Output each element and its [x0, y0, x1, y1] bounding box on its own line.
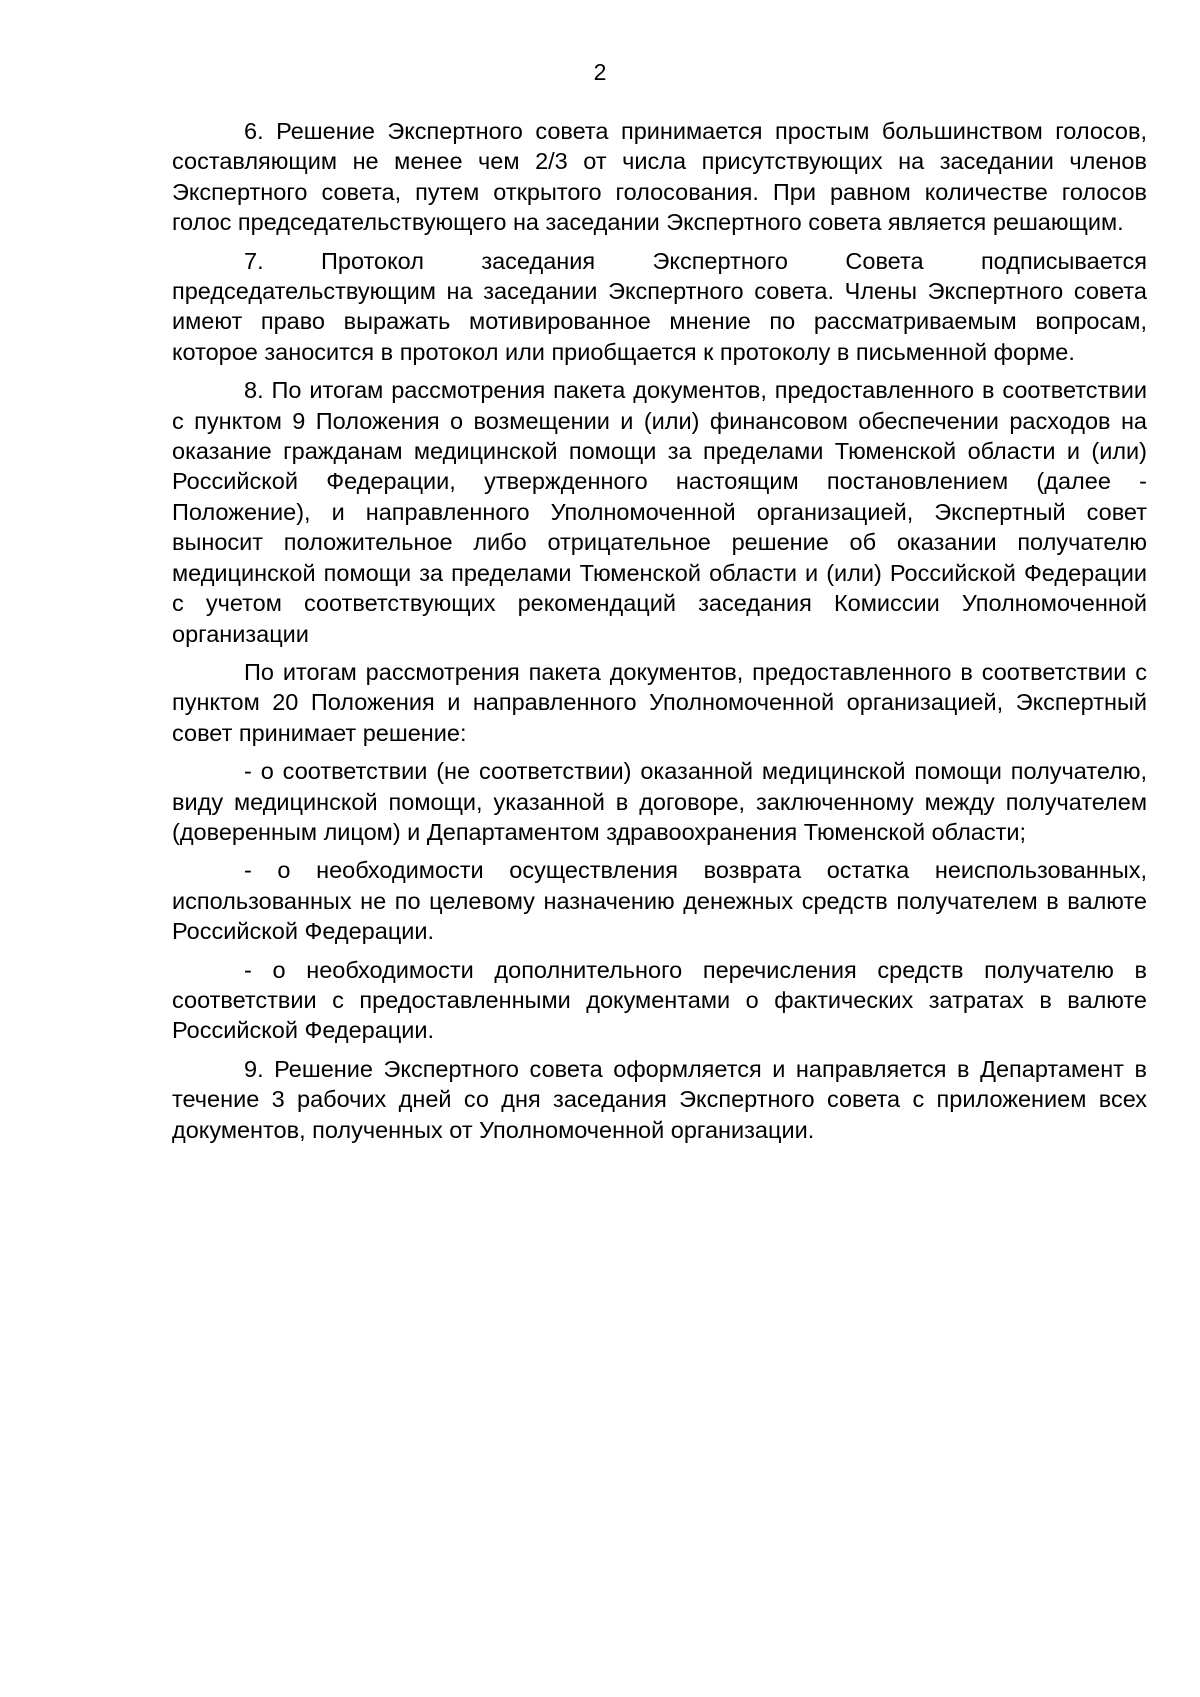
document-body — [172, 116, 1147, 1153]
list-item-refund: - о необходимости осуществления возврата остатка неиспользованных, использованных не по целевому назначению денежных средств получателем в валюте Российской Федерации. — [172, 857, 1147, 945]
page-number: 2 — [593, 59, 607, 85]
paragraph-8: 8. По итогам рассмотрения пакета документов, предоставленного в соответствии с пунктом 9 Положения о возмещении и (или) финансовом обеспечении расходов на оказание гражданам медицинской помощи за пределами Тюменской области и (или) Российской Федерации, утвержденного настоящим постановлением (далее - Положение), и направленного Уполномоченной организацией, Экспертный совет выносит положительное либо отрицательное решение об оказании получателю медицинской помощи за пределами Тюменской области и (или) Российской Федерации с учетом соответствующих рекомендаций заседания Комиссии Уполномоченной организации — [172, 377, 1147, 647]
list-item-additional-transfer: - о необходимости дополнительного перечисления средств получателю в соответствии с предоставленными документами о фактических затратах в валюте Российской Федерации. — [172, 956, 1147, 1044]
paragraph-7: 7. Протокол заседания Экспертного Совета подписывается председательствующим на заседании Экспертного совета. Члены Экспертного совета имеют право выражать мотивированное мнение по рассматриваемым вопросам, которое заносится в протокол или приобщается к протоколу в письменной форме. — [172, 247, 1147, 365]
paragraph-8-decision-intro: По итогам рассмотрения пакета документов, предоставленного в соответствии с пунктом 20 Положения и направленного Уполномоченной организацией, Экспертный совет принимает решение: — [172, 658, 1147, 746]
list-item-compliance: - о соответствии (не соответствии) оказанной медицинской помощи получателю, виду медицинской помощи, указанной в договоре, заключенному между получателем (доверенным лицом) и Департаментом здравоохранения Тюменской области; — [172, 758, 1147, 845]
paragraph-6: 6. Решение Экспертного совета принимается простым большинством голосов, составляющим не менее чем 2/3 от числа присутствующих на заседании членов Экспертного совета, путем открытого голосования. При равном количестве голосов голос председательствующего на заседании Экспертного совета является решающим. — [172, 118, 1147, 236]
paragraph-9: 9. Решение Экспертного совета оформляется и направляется в Департамент в течение 3 рабочих дней со дня заседания Экспертного совета с приложением всех документов, полученных от Уполномоченной организации. — [172, 1055, 1147, 1143]
